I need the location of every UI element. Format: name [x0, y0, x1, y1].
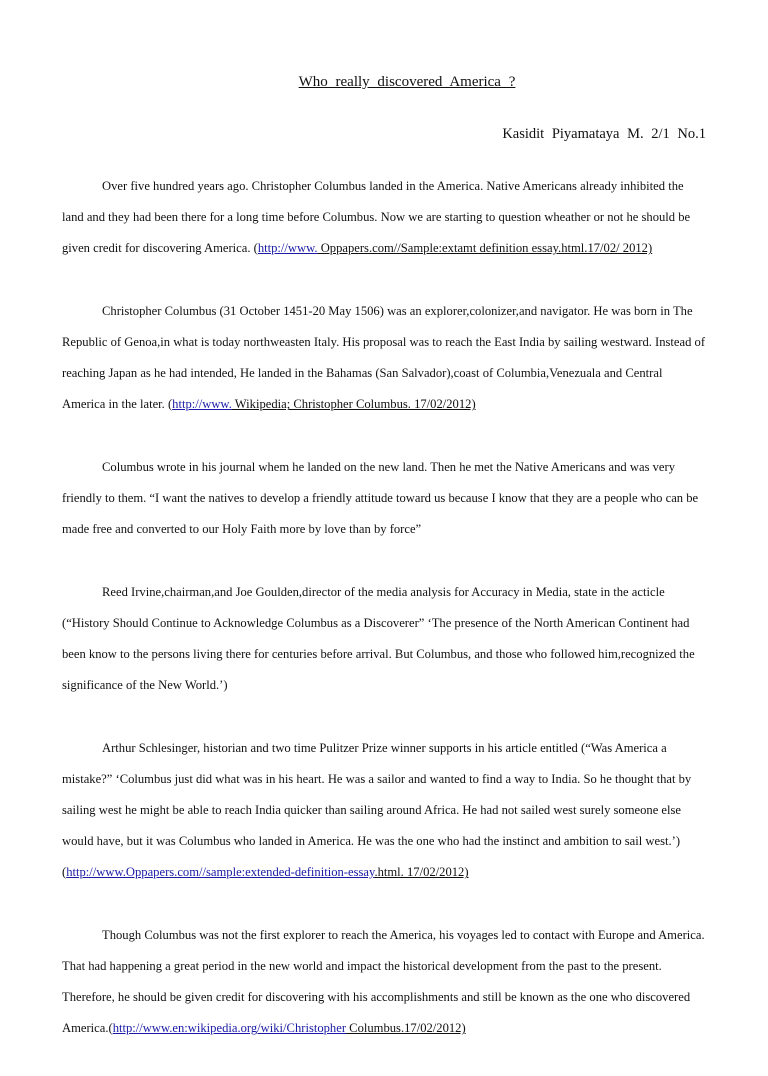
citation-text: Wikipedia; Christopher Columbus. 17/02/2012) — [231, 397, 476, 412]
paragraph-2 — [62, 296, 706, 421]
citation-text: Oppapers.com//Sample:extamt definition essay.html.17/02/ 2012) — [317, 241, 653, 256]
citation-link[interactable]: http://www.en:wikipedia.org/wiki/Christopher — [112, 1021, 347, 1036]
citation-text: Columbus.17/02/2012) — [346, 1021, 466, 1036]
citation-link[interactable]: http://www. — [172, 397, 232, 412]
paragraph-text: Christopher Columbus (31 October 1451-20 May 1506) was an explorer,colonizer,and navigator. He was born in The Republic of Genoa,in what is today northweasten Italy. His proposal was to reach the East India by sailing westward. Instead of reaching Japan as he had intended, He landed in the Bahamas (San Salvador),coast of Columbia,Venezuala and Central America in the later. ( — [62, 303, 706, 412]
paragraph-text: Arthur Schlesinger, historian and two time Pulitzer Prize winner supports in his article entitled (“Was America a mistake?” ‘Columbus just did what was in his heart. He was a sailor and wanted to find a way to India. So he thought that by sailing west he might be able to reach India quicker than sailing around Africa. He had not sailed west surely someone else would have, but it was Columbus who landed in America. He was the one who had the instinct and ambition to sail west.’) ( — [62, 740, 692, 880]
paragraph-text: Reed Irvine,chairman,and Joe Goulden,director of the media analysis for Accuracy in Media, state in the acticle (“History Should Continue to Acknowledge Columbus as a Discoverer” ‘The presence of the North American Continent had been know to the persons living there for centuries before arrival. But Columbus, and those who followed him,recognized the significance of the New World.’) — [62, 584, 695, 693]
paragraph-5 — [62, 733, 706, 889]
author-line: Kasidit Piyamataya M. 2/1 No.1 — [502, 126, 706, 142]
paragraph-3 — [62, 452, 706, 546]
paragraph-text: Over five hundred years ago. Christopher Columbus landed in the America. Native Americans already inhibited the land and they had been there for a long time before Columbus. Now we are starting to question wheather or not he should be given credit for discovering America. ( — [62, 179, 691, 256]
paragraph-1 — [62, 171, 706, 265]
document-title: Who really discovered America ? — [298, 74, 516, 90]
paragraph-4 — [62, 577, 706, 702]
paragraph-text: Columbus wrote in his journal whem he landed on the new land. Then he met the Native Americans and was very friendly to them. “I want the natives to develop a friendly attitude toward us because I know that they are a people who can be made free and converted to our Holy Faith more by love than by force” — [62, 459, 699, 537]
citation-text: .html. 17/02/2012) — [374, 865, 469, 880]
citation-link[interactable]: http://www.Oppapers.com//sample:extended-definition-essay — [66, 865, 375, 880]
document-body — [62, 171, 706, 1076]
paragraph-6 — [62, 920, 706, 1045]
citation-link[interactable]: http://www. — [257, 241, 318, 256]
paragraph-text: Though Columbus was not the first explorer to reach the America, his voyages led to contact with Europe and America. That had happening a great period in the new world and impact the historical development from the past to the present. Therefore, he should be given credit for discovering with his accomplishments and still be known as the one who discovered America.( — [62, 927, 705, 1036]
